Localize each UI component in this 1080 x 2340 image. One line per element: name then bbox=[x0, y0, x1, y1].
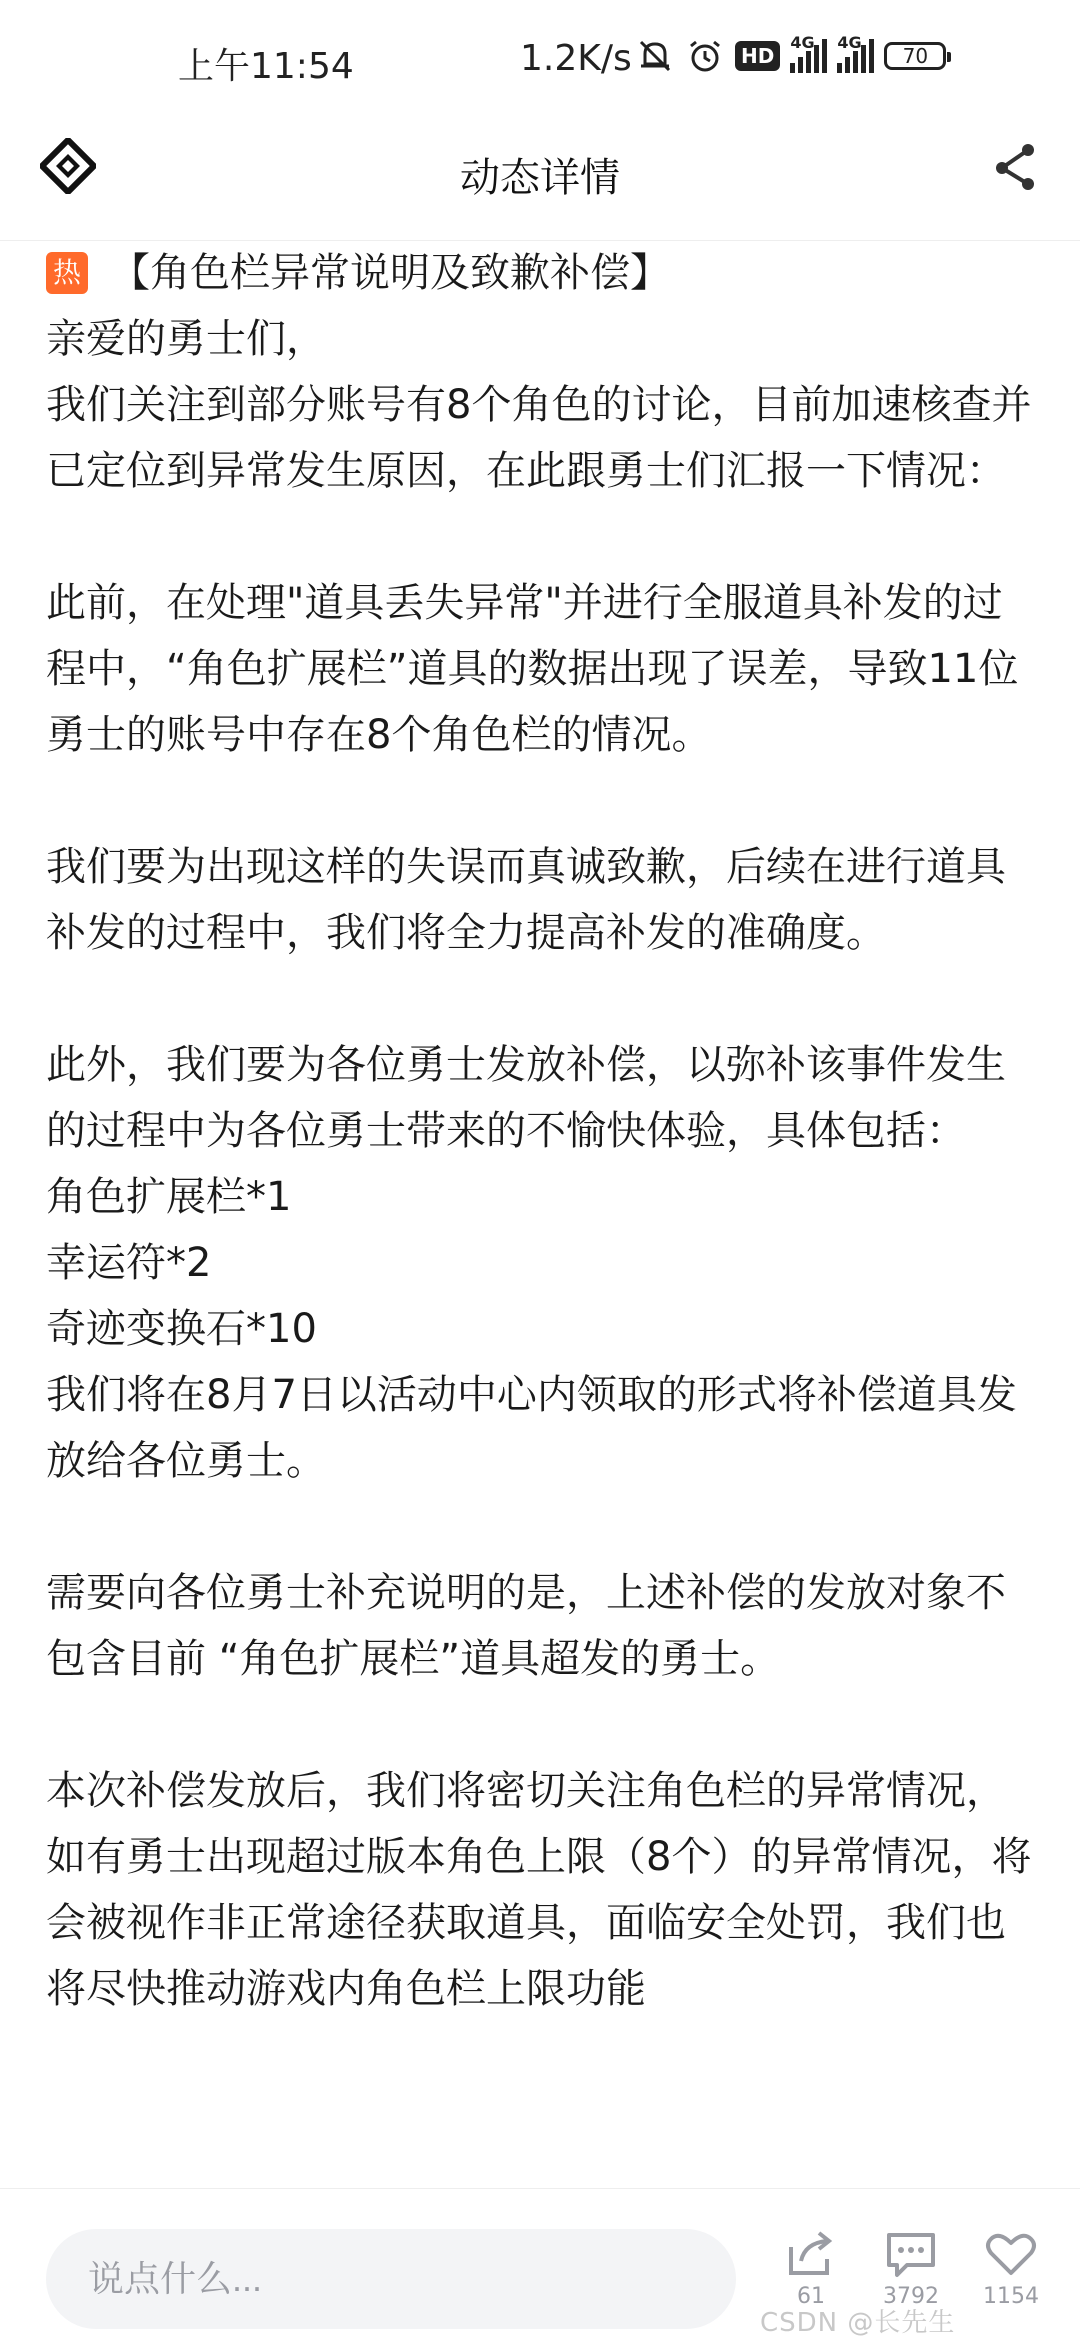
mute-bell-icon bbox=[635, 36, 675, 76]
comment-button[interactable] bbox=[866, 2229, 956, 2311]
forward-count: 61 bbox=[797, 2284, 825, 2309]
signal-2-label: 4G bbox=[837, 33, 862, 52]
forward-icon bbox=[783, 2229, 839, 2279]
comment-count: 3792 bbox=[883, 2284, 939, 2309]
like-count: 1154 bbox=[983, 2284, 1039, 2309]
post-title-line bbox=[46, 240, 1036, 306]
hot-tag: 热 bbox=[46, 252, 88, 294]
header bbox=[0, 120, 1080, 241]
post-paragraph-7: 本次补偿发放后，我们将密切关注角色栏的异常情况，如有勇士出现超过版本角色上限（8个）的异常情况，将会被视作非正常途径获取道具，面临安全处罚，我们也将尽快推动游戏内角色栏上限功能 bbox=[46, 1768, 1032, 2012]
signal-2-icon bbox=[837, 33, 874, 73]
signal-1-label: 4G bbox=[790, 33, 815, 52]
network-speed: 1.2K/s bbox=[520, 38, 632, 79]
post-paragraph-1: 我们关注到部分账号有8个角色的讨论，目前加速核查并已定位到异常发生原因，在此跟勇士们汇报一下情况： bbox=[46, 382, 1032, 494]
post-paragraph-2: 此前，在处理"道具丢失异常"并进行全服道具补发的过程中，“角色扩展栏”道具的数据出现了误差，导致11位勇士的账号中存在8个角色栏的情况。 bbox=[46, 580, 1019, 758]
comment-bubble-icon bbox=[883, 2229, 939, 2279]
post-paragraph-3: 我们要为出现这样的失误而真诚致歉，后续在进行道具补发的过程中，我们将全力提高补发的准确度。 bbox=[46, 844, 1006, 956]
like-button[interactable] bbox=[966, 2229, 1056, 2311]
battery-icon: 70 bbox=[884, 42, 946, 70]
compensation-item: 角色扩展栏*1 bbox=[46, 1174, 292, 1220]
compensation-item: 幸运符*2 bbox=[46, 1240, 212, 1286]
hd-badge: HD bbox=[735, 41, 780, 71]
signal-1-icon bbox=[790, 33, 827, 73]
forward-button[interactable] bbox=[766, 2229, 856, 2311]
heart-icon bbox=[983, 2229, 1039, 2279]
status-bar bbox=[0, 0, 1080, 120]
comment-input[interactable] bbox=[46, 2229, 736, 2329]
status-icons bbox=[635, 33, 946, 76]
share-icon[interactable] bbox=[988, 138, 1044, 194]
post-paragraph-4: 此外，我们要为各位勇士发放补偿，以弥补该事件发生的过程中为各位勇士带来的不愉快体验，具体包括： bbox=[46, 1042, 1006, 1154]
post-paragraph-5: 我们将在8月7日以活动中心内领取的形式将补偿道具发放给各位勇士。 bbox=[46, 1372, 1017, 1484]
compensation-item: 奇迹变换石*10 bbox=[46, 1306, 317, 1352]
post-content bbox=[46, 240, 1036, 2188]
post-title: 【角色栏异常说明及致歉补偿】 bbox=[110, 250, 670, 296]
watermark: CSDN @长先生 bbox=[760, 2308, 956, 2338]
post-greeting: 亲爱的勇士们， bbox=[46, 316, 326, 362]
status-time: 上午11:54 bbox=[178, 46, 354, 87]
alarm-icon bbox=[685, 36, 725, 76]
page-title: 动态详情 bbox=[460, 155, 620, 201]
post-paragraph-6: 需要向各位勇士补充说明的是，上述补偿的发放对象不包含目前 “角色扩展栏”道具超发的勇士。 bbox=[46, 1570, 1006, 1682]
